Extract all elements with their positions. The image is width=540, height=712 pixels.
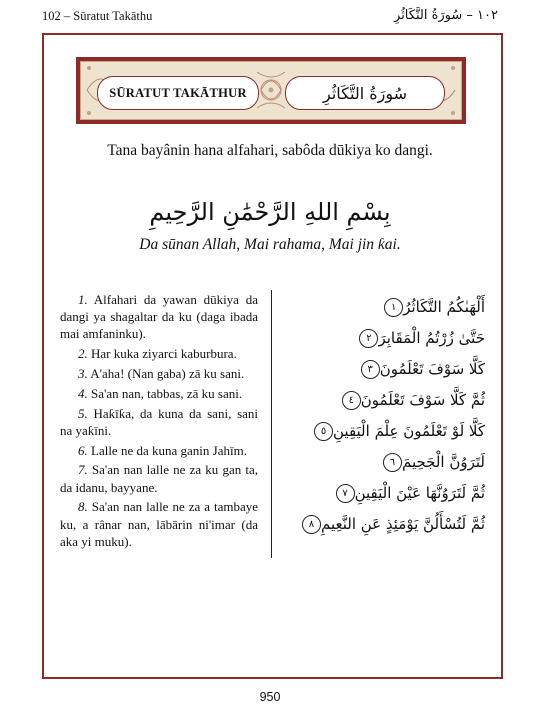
surah-banner <box>76 57 466 124</box>
arabic-verse-text: لَتَرَوُنَّ الْجَحِيمَ <box>401 453 485 471</box>
verse-number: 7. <box>78 462 88 478</box>
arabic-verse <box>300 292 485 323</box>
verse-text: Alfahari da yawan dūkiya da dangi ya shagaltar da ku (daga ibada mai amfaninku). <box>60 292 258 342</box>
column-divider <box>271 290 272 558</box>
basmala-arabic: بِسْمِ اللهِ الرَّحْمَٰنِ الرَّحِيمِ <box>149 198 391 226</box>
basmala-translation: Da sūnan Allah, Mai rahama, Mai jin ƙai. <box>139 236 401 253</box>
verse-number: 4. <box>78 385 88 401</box>
arabic-verse <box>300 354 485 385</box>
verse-number: 6. <box>78 442 88 458</box>
banner-ornament <box>80 61 462 120</box>
verse-text: Haƙīƙa, da kuna da sani, sani na yaƙīni. <box>60 405 259 438</box>
page-number: 950 <box>259 690 281 704</box>
arabic-verse-text: ثُمَّ لَتُسْأَلُنَّ يَوْمَئِذٍ عَنِ النَّعِيمِ <box>320 515 485 533</box>
arabic-verse-text: أَلْهَىٰكُمُ التَّكَاثُرُ <box>403 298 485 316</box>
verse-number: 8. <box>78 499 88 515</box>
arabic-column <box>300 292 485 540</box>
verse-item <box>60 385 258 402</box>
verse-item <box>60 498 258 550</box>
arabic-verse-text: كَلَّا لَوْ تَعْلَمُونَ عِلْمَ الْيَقِينِ <box>333 422 485 440</box>
verse-item <box>60 461 258 495</box>
verse-text: Sa'an nan, tabbas, zā ku sani. <box>91 385 243 401</box>
verse-marker-icon: ٢ <box>359 329 378 348</box>
running-head-right: ١٠٢ – سُورَةُ التَّكَاثُرِ <box>394 8 498 23</box>
verse-item <box>60 345 258 362</box>
running-head <box>42 6 498 26</box>
verse-text: Sa'an nan lalle ne za a tambaye ku, a rânar nan, lābārin ni'imar (da aka yi muku). <box>60 499 258 549</box>
arabic-verse-text: كَلَّا سَوْفَ تَعْلَمُونَ <box>379 360 485 378</box>
translation-column <box>60 291 258 553</box>
verse-marker-icon: ٣ <box>361 360 380 379</box>
arabic-verse <box>300 509 485 540</box>
verse-item <box>60 442 258 459</box>
verse-item <box>60 291 258 343</box>
arabic-verse-text: ثُمَّ كَلَّا سَوْفَ تَعْلَمُونَ <box>360 391 485 409</box>
verse-number: 1. <box>78 292 88 307</box>
verse-text: Lalle ne da kuna ganin Jahīm. <box>91 442 247 458</box>
verse-marker-icon: ٨ <box>302 515 321 534</box>
running-head-left: 102 – Sūratut Takāthu <box>42 9 153 23</box>
arabic-verse <box>300 323 485 354</box>
surah-subtitle: Tana bayânin hana alfahari, sabôda dūkiya ko dangi. <box>107 142 433 159</box>
verse-marker-icon: ٦ <box>383 453 402 472</box>
surah-title-arabic: سُورَةُ التَّكَاثُرِ <box>285 76 445 110</box>
arabic-verse-text: ثُمَّ لَتَرَوُنَّهَا عَيْنَ الْيَقِينِ <box>354 484 485 502</box>
verse-text: A'aha! (Nan gaba) zā ku sani. <box>90 366 245 381</box>
arabic-verse <box>300 478 485 509</box>
verse-marker-icon: ٤ <box>342 391 361 410</box>
verse-number: 5. <box>78 405 88 421</box>
verse-text: Har kuka ziyarci kaburbura. <box>91 346 237 362</box>
verse-text: Sa'an nan lalle ne za ku gan ta, da idanu, bayyane. <box>60 462 258 495</box>
verse-number: 3. <box>78 366 88 381</box>
verse-item <box>60 365 258 382</box>
verse-item <box>60 405 258 439</box>
arabic-verse <box>300 416 485 447</box>
arabic-verse <box>300 385 485 416</box>
verse-number: 2. <box>78 346 88 362</box>
arabic-verse-text: حَتَّىٰ زُرْتُمُ الْمَقَابِرَ <box>378 329 485 347</box>
verse-marker-icon: ١ <box>384 298 403 317</box>
arabic-verse <box>300 447 485 478</box>
verse-marker-icon: ٥ <box>314 422 333 441</box>
surah-title: SŪRATUT TAKĀTHUR <box>97 76 259 110</box>
verse-marker-icon: ٧ <box>336 484 355 503</box>
